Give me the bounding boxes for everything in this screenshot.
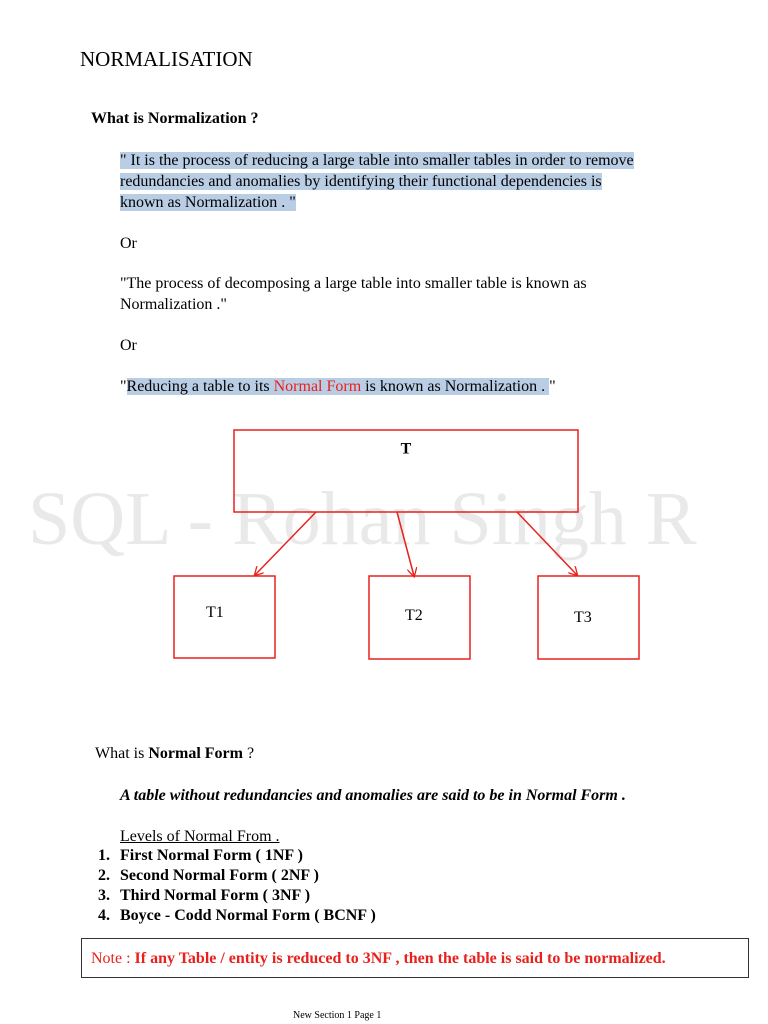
page-title: NORMALISATION [80, 47, 253, 71]
definition-3-part-2: is known as Normalization . [361, 378, 550, 395]
definition-1-line-3: known as Normalization . " [120, 194, 296, 211]
or-separator-2: Or [120, 337, 137, 354]
child-table-box-t1 [174, 576, 275, 658]
note-label: Note : [91, 950, 135, 967]
arrow-to-t1 [255, 512, 316, 575]
definition-2-line-2: Normalization ." [120, 296, 227, 313]
definition-3-open-quote: " [120, 378, 127, 395]
list-item-label: Third Normal Form ( 3NF ) [120, 887, 311, 904]
normal-form-definition: A table without redundancies and anomalies are said to be in Normal Form . [120, 787, 626, 804]
normal-form-suffix: ? [242, 745, 255, 762]
question-heading: What is Normalization ? [91, 110, 259, 127]
levels-heading: Levels of Normal From . [120, 828, 280, 845]
watermark-text: SQL - Rohan Singh R [28, 477, 697, 561]
list-item-label: Second Normal Form ( 2NF ) [120, 867, 319, 884]
definition-3-part-1: Reducing a table to its [126, 378, 274, 395]
normal-form-prefix: What is [95, 745, 149, 762]
normal-form-bold: Normal Form [148, 745, 243, 762]
arrow-to-t2 [397, 512, 414, 576]
definition-3-normal-form: Normal Form [273, 378, 362, 395]
page-footer: New Section 1 Page 1 [293, 1010, 382, 1021]
arrow-to-t3 [517, 512, 577, 575]
definition-2-line-1: "The process of decomposing a large table into smaller table is known as [120, 275, 587, 292]
child-table-label-t3: T3 [574, 609, 592, 626]
child-table-label-t1: T1 [206, 604, 224, 621]
definition-3-close-quote: " [549, 378, 556, 395]
list-item-number: 3. [98, 887, 110, 904]
child-table-label-t2: T2 [405, 607, 423, 624]
list-item-number: 4. [98, 907, 110, 924]
list-item-number: 1. [98, 847, 110, 864]
definition-1-line-2: redundancies and anomalies by identifying their functional dependencies is [120, 173, 602, 190]
definition-1-line-1: " It is the process of reducing a large table into smaller tables in order to remove [120, 152, 634, 169]
parent-table-label: T [400, 440, 412, 458]
list-item-label: Boyce - Codd Normal Form ( BCNF ) [120, 907, 376, 924]
list-item-number: 2. [98, 867, 110, 884]
note-text: If any Table / entity is reduced to 3NF , then the table is said to be normalized. [134, 950, 666, 967]
list-item-label: First Normal Form ( 1NF ) [120, 847, 303, 864]
or-separator-1: Or [120, 235, 137, 252]
